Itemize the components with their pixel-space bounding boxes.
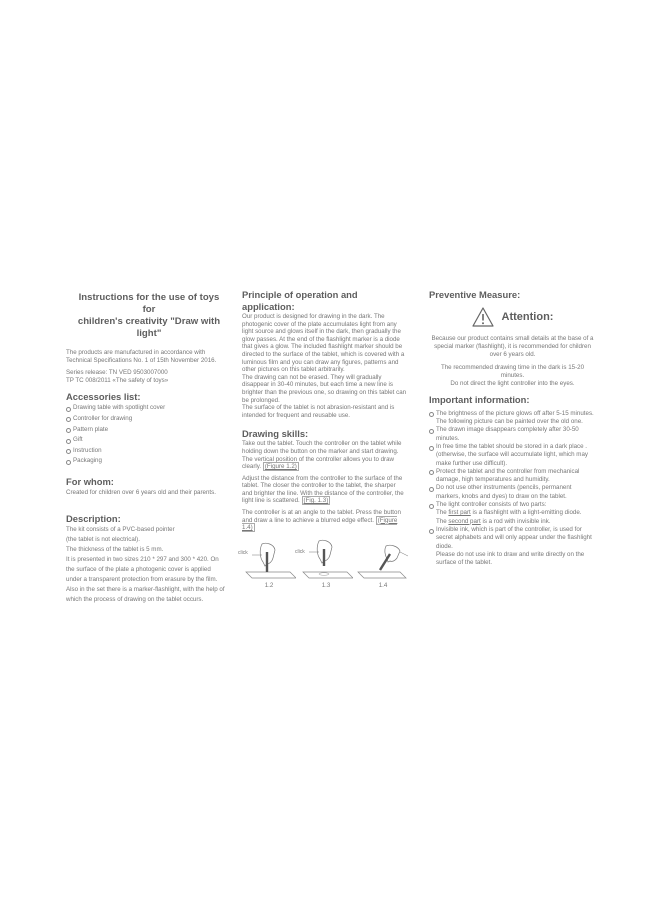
second-part-post: is a rod with invisible ink. <box>480 517 551 525</box>
list-item-extra: The following picture can be painted over the old one. <box>436 418 583 426</box>
figure-1-2 <box>238 538 296 589</box>
list-item-text: The brightness of the picture glows off after 5-15 minutes. <box>436 409 594 417</box>
description-heading: Description: <box>66 512 121 524</box>
skills-text-4 <box>242 509 407 532</box>
erase-text: The drawing can not be erased. They will gradually disappear in 30-40 minutes, but each time a new line is brighter than the previous one, so drawing on this tablet can be prolonged. <box>242 373 407 404</box>
figure-label: 1.2 <box>264 581 274 589</box>
accessories-heading: Accessories list: <box>66 391 141 403</box>
hand-marker-distance-illustration <box>299 538 353 580</box>
invisible-ink-text: Invisible ink, which is part of the controller, is used for secret alphabets and will only appear under the flashlight diode. <box>436 525 592 550</box>
tp-text: TP TC 008/2011 «The safety of toys» <box>66 377 169 385</box>
figure-1-4 <box>356 538 410 589</box>
list-item: Do not use other instruments (pencils, permanent markers, knobs and dyes) to draw on the tablet. <box>429 484 596 501</box>
list-item-text: The light controller consists of two parts: <box>436 501 547 509</box>
skills-text-2-body: The vertical position of the controller allows you to draw clearly. <box>242 455 395 471</box>
title-line-2: children's creativity "Draw with light" <box>77 316 221 339</box>
surface-text: The surface of the tablet is not abrasion-resistant and is intended for frequent and reusable use. <box>242 404 395 419</box>
skills-text-3-body: Adjust the distance from the controller to the surface of the tablet. The closer the controller to the tablet, the sharper and brighter the line. With the distance of the controller, the light line is scattered. <box>242 474 404 505</box>
first-part-post: is a flashlight with a light-emitting diode. <box>470 509 582 517</box>
document-title <box>72 292 226 340</box>
figure-1-3-link[interactable]: (Fig. 1.3) <box>303 497 329 505</box>
list-item: Controller for drawing <box>66 414 226 425</box>
time-text-2: Do not direct the light controller into the eyes. <box>450 379 575 387</box>
list-item: In free time the tablet should be stored in a dark place . (otherwise, the surface will accumulate light, which may make further use difficult). <box>429 443 596 468</box>
first-part-pre: The <box>436 509 449 517</box>
skills-text-3 <box>242 475 407 505</box>
important-heading: Important information: <box>429 393 530 405</box>
column-right <box>429 289 596 567</box>
whom-text: Created for children over 6 years old and their parents. <box>66 488 216 496</box>
list-item: Gift <box>66 435 226 446</box>
click-label: click <box>238 549 248 556</box>
warning-icon <box>472 307 494 327</box>
first-part-line <box>436 509 596 517</box>
list-item: The drawn image disappears completely after 30-50 minutes. <box>429 426 596 443</box>
title-line-1: Instructions for the use of toys for <box>78 292 220 315</box>
column-left <box>66 292 226 605</box>
attention-title: Attention: <box>501 311 554 323</box>
hand-marker-angled-illustration <box>356 538 410 580</box>
principle-heading: Principle of operation and application: <box>242 289 358 312</box>
first-part-label: first part <box>448 509 471 517</box>
second-part-line <box>436 518 596 526</box>
description-line: Also in the set there is a marker-flashlight, with the help of which the process of drawing on the tablet occurs. <box>66 585 225 603</box>
column-middle <box>238 289 407 589</box>
list-item: Drawing table with spotlight cover <box>66 403 226 414</box>
list-item <box>429 526 596 567</box>
important-list <box>429 410 596 568</box>
attention-text: Because our product contains small details at the base of a special marker (flashlight), it is recommended for children over 6 years old. <box>431 335 594 358</box>
list-item <box>429 501 596 526</box>
time-text-1: The recommended drawing time in the dark is 15-20 minutes. <box>440 364 585 380</box>
hand-marker-vertical-illustration <box>242 538 296 580</box>
figures-row <box>238 538 410 589</box>
figure-1-3 <box>295 538 353 589</box>
list-item: Packaging <box>66 456 226 467</box>
figure-1-2-link[interactable]: (Figure 1.2) <box>264 463 297 471</box>
click-label: click <box>295 548 305 555</box>
description-line: (the tablet is not electrical). <box>66 535 140 543</box>
second-part-label: second part <box>448 517 481 525</box>
description-line: The kit consists of a PVC-based pointer <box>66 525 175 533</box>
attention-row <box>429 307 596 327</box>
list-item: Pattern plate <box>66 425 226 436</box>
skills-heading: Drawing skills: <box>242 428 309 440</box>
description-line: The thickness of the tablet is 5 mm. <box>66 545 164 553</box>
description-line: It is presented in two sizes 210 * 297 and 300 * 420. On the surface of the plate a photogenic cover is applied under a transparent protection from erasure by the film. <box>66 555 219 583</box>
whom-heading: For whom: <box>66 475 114 487</box>
list-item: Instruction <box>66 446 226 457</box>
skills-text-2 <box>242 456 407 471</box>
figure-label: 1.3 <box>321 581 331 589</box>
list-item <box>429 410 596 427</box>
list-item: Protect the tablet and the controller from mechanical damage, high temperatures and humidity. <box>429 468 596 485</box>
skills-text-1: Take out the tablet. Touch the controller on the tablet while holding down the button on the marker and start drawing. <box>242 440 402 455</box>
second-part-pre: The <box>436 517 449 525</box>
skills-text-4-body: The controller is at an angle to the tablet. Press the button and draw a line to achieve a blurred edge effect. <box>242 509 401 524</box>
figure-label: 1.4 <box>378 581 388 589</box>
accessories-list <box>66 403 226 467</box>
no-ink-text: Please do not use ink to draw and write directly on the surface of the tablet. <box>436 550 585 567</box>
series-text: Series release: TN VED 9503007000 <box>66 369 168 377</box>
figure-1-4-link[interactable]: (Figure 1.4) <box>242 516 398 532</box>
intro-text: The products are manufactured in accordance with Technical Specifications No. 1 of 15th November 2016. <box>66 349 217 365</box>
principle-text: Our product is designed for drawing in the dark. The photogenic cover of the plate accumulates light from any light source and glows itself in the dark, then gradually the glow passes. At the end of the flashlight marker is a diode that gives a glow. The included flashlight marker should be directed to the surface of the tablet, which is covered with a luminous film and you can draw any figures, patterns and other pictures on this tablet arbitrarily. <box>242 313 405 374</box>
preventive-heading: Preventive Measure: <box>429 289 521 300</box>
